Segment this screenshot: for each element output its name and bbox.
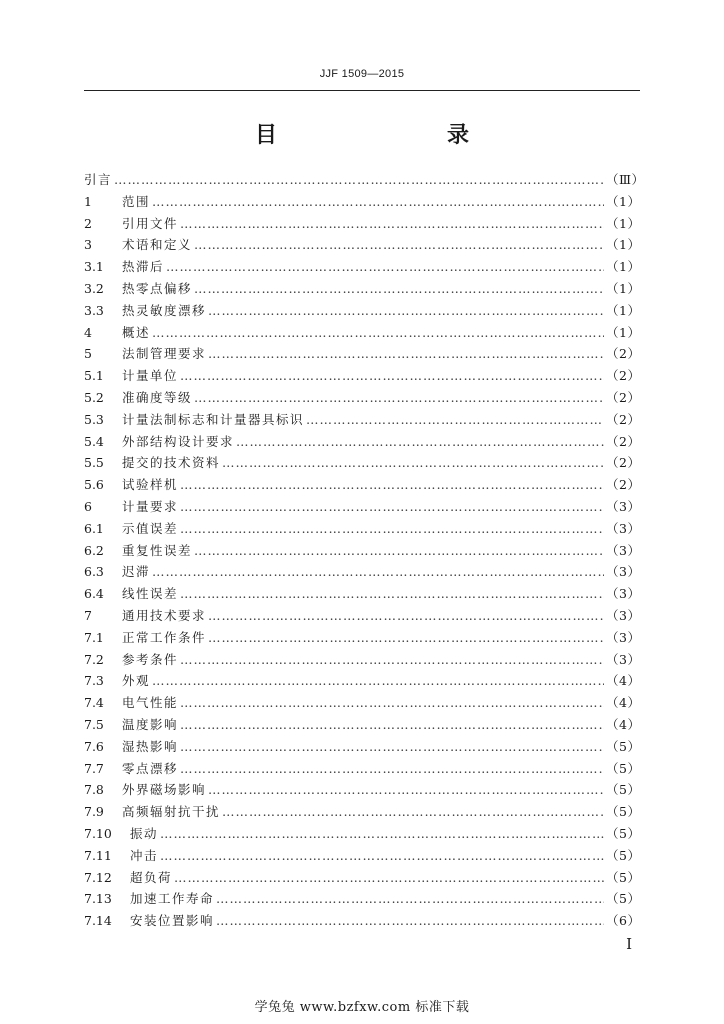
toc-entry-number: 5.6 <box>84 477 104 493</box>
toc-entry[interactable] <box>84 562 640 584</box>
toc-entry-number: 7.7 <box>84 760 104 776</box>
toc-entry[interactable] <box>84 693 640 715</box>
toc-entry-number: 6 <box>84 498 92 514</box>
dot-leader <box>114 172 604 187</box>
toc-entry-number: 5.2 <box>84 389 104 405</box>
header-rule <box>84 90 640 91</box>
toc-entry-title: 外部结构设计要求 <box>122 433 235 449</box>
toc-entry[interactable] <box>84 715 640 737</box>
toc-entry-title: 重复性误差 <box>122 542 193 558</box>
toc-entry[interactable] <box>84 628 640 650</box>
toc-entry[interactable] <box>84 323 640 345</box>
toc-entry-page: （1） <box>606 237 641 253</box>
toc-entry-title: 安装位置影响 <box>130 913 215 929</box>
dot-leader <box>194 281 604 296</box>
dot-leader <box>180 477 604 492</box>
toc-entry[interactable] <box>84 802 640 824</box>
toc-entry-title: 范围 <box>122 193 151 209</box>
toc-entry-page: （2） <box>606 455 641 471</box>
toc-entry-title: 示值误差 <box>122 520 179 536</box>
toc-entry-title: 超负荷 <box>130 869 173 885</box>
dot-leader <box>180 368 604 383</box>
toc-entry-number: 7.3 <box>84 673 104 689</box>
toc-entry-number: 6.3 <box>84 564 104 580</box>
toc-entry-number: 2 <box>84 215 92 231</box>
dot-leader <box>222 804 604 819</box>
toc-entry-title: 线性误差 <box>122 586 179 602</box>
toc-entry-title: 提交的技术资料 <box>122 455 221 471</box>
dot-leader <box>180 761 604 776</box>
toc-entry[interactable] <box>84 257 640 279</box>
toc-entry-number: 7.10 <box>84 825 112 841</box>
toc-entry-number: 5 <box>84 346 92 362</box>
toc-entry-page: （3） <box>606 607 641 623</box>
dot-leader <box>208 303 604 318</box>
toc-entry-number: 7.2 <box>84 651 104 667</box>
toc-entry[interactable] <box>84 868 640 890</box>
toc-entry-number: 4 <box>84 324 92 340</box>
toc-entry[interactable] <box>84 584 640 606</box>
toc-entry[interactable] <box>84 432 640 454</box>
toc-entry-number: 6.4 <box>84 586 104 602</box>
toc-entry-number: 3.2 <box>84 280 104 296</box>
toc-entry-page: （3） <box>606 498 641 514</box>
toc-entry-page: （5） <box>606 760 641 776</box>
toc-entry-page: （1） <box>606 280 641 296</box>
dot-leader <box>180 739 604 754</box>
toc-entry[interactable] <box>84 235 640 257</box>
toc-entry-number: 7.12 <box>84 869 112 885</box>
toc-entry-title: 术语和定义 <box>122 237 193 253</box>
toc-entry-page: （2） <box>606 389 641 405</box>
toc-entry-title: 热灵敏度漂移 <box>122 302 207 318</box>
toc-entry-title: 加速工作寿命 <box>130 891 215 907</box>
toc-entry-page: （2） <box>606 368 641 384</box>
toc-entry-number: 5.3 <box>84 411 104 427</box>
dot-leader <box>208 782 604 797</box>
toc-entry-number: 3.3 <box>84 302 104 318</box>
toc-entry-page: （1） <box>606 193 641 209</box>
dot-leader <box>180 216 604 231</box>
toc-entry-title: 法制管理要求 <box>122 346 207 362</box>
toc-entry[interactable] <box>84 759 640 781</box>
toc-entry-number: 7.14 <box>84 913 112 929</box>
dot-leader <box>180 499 604 514</box>
watermark-text: 学兔兔 www.bzfxw.com 标准下载 <box>254 1000 470 1015</box>
toc-entry-page: （6） <box>606 913 641 929</box>
dot-leader <box>180 521 604 536</box>
toc-entry-title: 参考条件 <box>122 651 179 667</box>
toc-entry-page: （5） <box>606 891 641 907</box>
toc-entry-title: 迟滞 <box>122 564 151 580</box>
toc-entry[interactable] <box>84 453 640 475</box>
toc-entry[interactable] <box>84 170 645 192</box>
toc-entry-page: （4） <box>606 695 641 711</box>
toc-entry[interactable] <box>84 192 640 214</box>
toc-entry-title: 高频辐射抗干扰 <box>122 804 221 820</box>
toc-entry-page: （4） <box>606 716 641 732</box>
toc-entry-number: 1 <box>84 193 92 209</box>
toc-entry-title: 外观 <box>122 673 151 689</box>
dot-leader <box>160 826 604 841</box>
dot-leader <box>216 913 604 928</box>
toc-entry-page: （2） <box>606 433 641 449</box>
toc-entry[interactable] <box>84 911 640 933</box>
toc-entry[interactable] <box>84 344 640 366</box>
page-number: I <box>626 935 632 953</box>
dot-leader <box>152 325 604 340</box>
toc-entry-page: （2） <box>606 477 641 493</box>
toc-entry-title: 热零点偏移 <box>122 280 193 296</box>
toc-entry-title: 引用文件 <box>122 215 179 231</box>
toc-entry-title: 准确度等级 <box>122 389 193 405</box>
dot-leader <box>180 652 604 667</box>
toc-entry-title: 通用技术要求 <box>122 607 207 623</box>
toc-entry-page: （2） <box>606 346 641 362</box>
toc-entry-page: （2） <box>606 411 641 427</box>
toc-entry-title: 电气性能 <box>122 695 179 711</box>
dot-leader <box>194 390 604 405</box>
toc-entry-page: （5） <box>606 847 641 863</box>
toc-entry[interactable] <box>84 279 640 301</box>
toc-entry-number: 7.5 <box>84 716 104 732</box>
toc-entry-number: 7.11 <box>84 847 112 863</box>
toc-entry-title: 正常工作条件 <box>122 629 207 645</box>
toc-entry[interactable] <box>84 671 640 693</box>
toc-entry-title: 计量法制标志和计量器具标识 <box>122 411 305 427</box>
toc-entry-page: （3） <box>606 586 641 602</box>
toc-entry[interactable] <box>84 606 640 628</box>
toc-entry-title: 热滞后 <box>122 259 165 275</box>
toc-entry-title: 计量要求 <box>122 498 179 514</box>
dot-leader <box>180 717 604 732</box>
toc-entry-page: （5） <box>606 782 641 798</box>
toc-entry-page: （Ⅲ） <box>606 172 645 187</box>
toc-entry-page: （4） <box>606 673 641 689</box>
dot-leader <box>180 586 604 601</box>
toc-entry-number: 7.4 <box>84 695 104 711</box>
toc-entry-page: （5） <box>606 825 641 841</box>
dot-leader <box>222 455 604 470</box>
toc-entry[interactable] <box>84 846 640 868</box>
dot-leader <box>208 608 604 623</box>
dot-leader <box>194 237 604 252</box>
toc-entry-title: 计量单位 <box>122 368 179 384</box>
toc-entry-number: 5.1 <box>84 368 104 384</box>
toc-entry[interactable] <box>84 780 640 802</box>
toc-entry-title: 温度影响 <box>122 716 179 732</box>
toc-entry-page: （1） <box>606 259 641 275</box>
toc-entry-title: 概述 <box>122 324 151 340</box>
toc-entry-number: 7.9 <box>84 804 104 820</box>
toc-entry[interactable] <box>84 497 640 519</box>
dot-leader <box>236 434 604 449</box>
table-of-contents <box>84 170 645 933</box>
toc-entry[interactable] <box>84 519 640 541</box>
toc-entry[interactable] <box>84 475 640 497</box>
toc-title: 目 录 <box>254 122 511 148</box>
toc-entry-number: 7.6 <box>84 738 104 754</box>
toc-entry-page: （3） <box>606 651 641 667</box>
toc-entry-title: 外界磁场影响 <box>122 782 207 798</box>
toc-entry[interactable] <box>84 301 640 323</box>
toc-entry-number: 7.1 <box>84 629 104 645</box>
dot-leader <box>174 870 604 885</box>
toc-entry-title: 引言 <box>84 172 113 187</box>
dot-leader <box>152 194 604 209</box>
toc-entry[interactable] <box>84 366 640 388</box>
dot-leader <box>152 673 604 688</box>
toc-entry-page: （5） <box>606 738 641 754</box>
toc-entry-page: （5） <box>606 869 641 885</box>
document-code: JJF 1509—2015 <box>319 68 405 80</box>
dot-leader <box>194 543 604 558</box>
dot-leader <box>160 848 604 863</box>
toc-entry[interactable] <box>84 650 640 672</box>
toc-entry-number: 3 <box>84 237 92 253</box>
toc-entry-page: （3） <box>606 629 641 645</box>
dot-leader <box>180 695 604 710</box>
toc-entry-title: 零点漂移 <box>122 760 179 776</box>
toc-entry[interactable] <box>84 824 640 846</box>
toc-entry-number: 5.4 <box>84 433 104 449</box>
dot-leader <box>152 564 604 579</box>
dot-leader <box>208 630 604 645</box>
toc-entry-title: 试验样机 <box>122 477 179 493</box>
toc-entry-number: 7.13 <box>84 891 112 907</box>
toc-entry-title: 冲击 <box>130 847 159 863</box>
toc-entry[interactable] <box>84 388 640 410</box>
toc-entry-number: 7.8 <box>84 782 104 798</box>
dot-leader <box>166 259 604 274</box>
toc-entry[interactable] <box>84 410 640 432</box>
toc-entry[interactable] <box>84 214 640 236</box>
dot-leader <box>208 346 604 361</box>
toc-entry-page: （1） <box>606 302 641 318</box>
toc-entry-page: （3） <box>606 564 641 580</box>
dot-leader <box>306 412 604 427</box>
dot-leader <box>216 891 604 906</box>
toc-entry-page: （3） <box>606 542 641 558</box>
toc-entry-title: 振动 <box>130 825 159 841</box>
toc-entry[interactable] <box>84 889 640 911</box>
toc-entry-page: （1） <box>606 215 641 231</box>
toc-entry-title: 湿热影响 <box>122 738 179 754</box>
toc-entry-page: （5） <box>606 804 641 820</box>
toc-entry-number: 3.1 <box>84 259 104 275</box>
toc-entry-page: （3） <box>606 520 641 536</box>
toc-entry-number: 7 <box>84 607 92 623</box>
toc-entry[interactable] <box>84 737 640 759</box>
toc-entry[interactable] <box>84 541 640 563</box>
toc-entry-page: （1） <box>606 324 641 340</box>
toc-entry-number: 6.1 <box>84 520 104 536</box>
toc-entry-number: 6.2 <box>84 542 104 558</box>
toc-entry-number: 5.5 <box>84 455 104 471</box>
